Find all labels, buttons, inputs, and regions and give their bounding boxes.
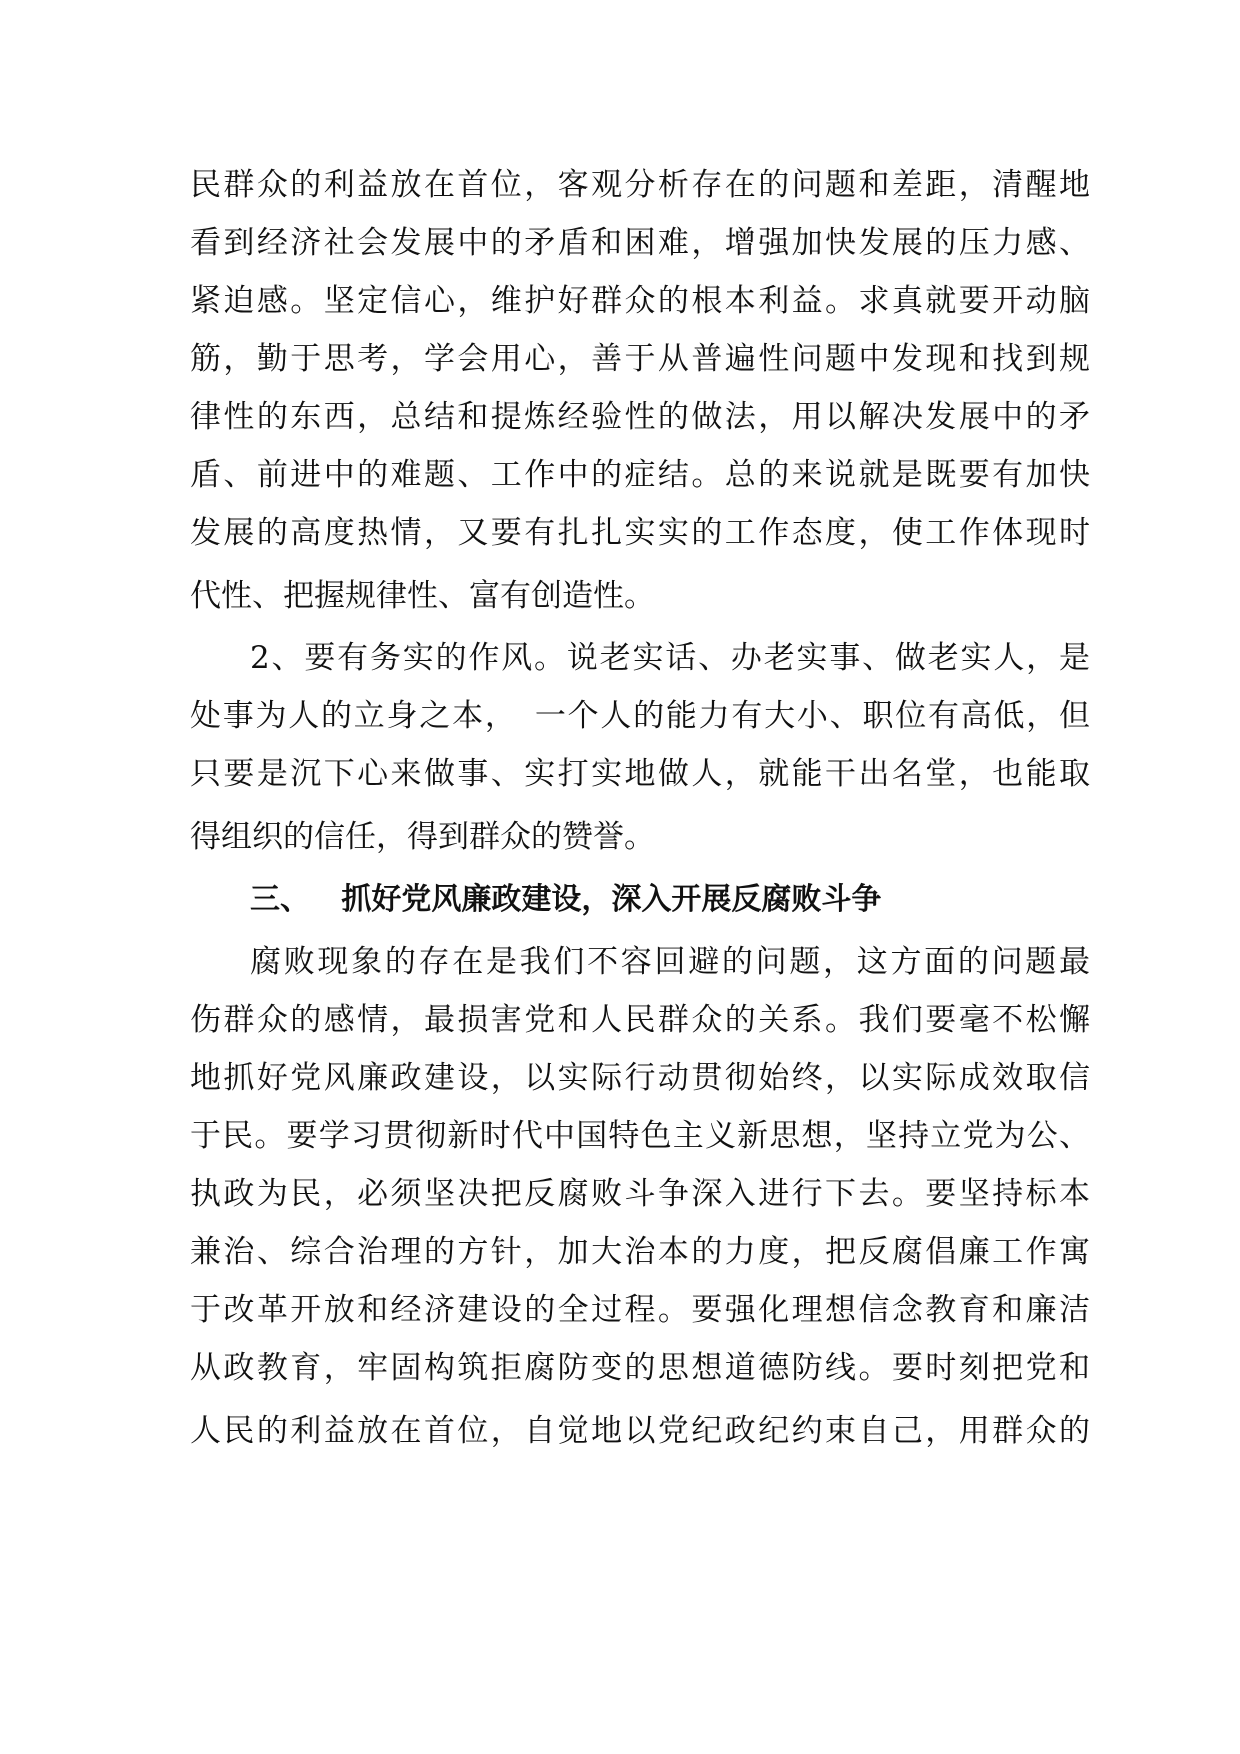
text-line: 只要是沉下心来做事、实打实地做人，就能干出名堂，也能取 — [190, 756, 1090, 792]
text-line: 盾、前进中的难题、工作中的症结。总的来说就是既要有加快 — [190, 457, 1090, 493]
section-number: 三、 — [250, 882, 310, 917]
text-line: 律性的东西，总结和提炼经验性的做法，用以解决发展中的矛 — [190, 399, 1090, 435]
text-line: 筋，勤于思考，学会用心，善于从普遍性问题中发现和找到规 — [190, 341, 1090, 377]
text-line: 看到经济社会发展中的矛盾和困难，增强加快发展的压力感、 — [190, 225, 1090, 261]
text-line: 2、要有务实的作风。说老实话、办老实事、做老实人，是 — [250, 640, 1090, 676]
text-line: 于民。要学习贯彻新时代中国特色主义新思想，坚持立党为公、 — [190, 1118, 1090, 1154]
text-line: 得组织的信任，得到群众的赞誉。 — [190, 819, 655, 855]
text-line: 腐败现象的存在是我们不容回避的问题，这方面的问题最 — [250, 944, 1090, 980]
section-heading — [250, 870, 881, 930]
text-line: 紧迫感。坚定信心，维护好群众的根本利益。求真就要开动脑 — [190, 283, 1090, 319]
text-line: 兼治、综合治理的方针，加大治本的力度，把反腐倡廉工作寓 — [190, 1234, 1090, 1270]
text-line: 代性、把握规律性、富有创造性。 — [190, 578, 655, 614]
text-line: 发展的高度热情，又要有扎扎实实的工作态度，使工作体现时 — [190, 515, 1090, 551]
text-line: 处事为人的立身之本， 一个人的能力有大小、职位有高低，但 — [190, 698, 1090, 734]
text-line: 执政为民，必须坚决把反腐败斗争深入进行下去。要坚持标本 — [190, 1176, 1090, 1212]
text-line: 地抓好党风廉政建设，以实际行动贯彻始终，以实际成效取信 — [190, 1060, 1090, 1096]
section-title: 抓好党风廉政建设，深入开展反腐败斗争 — [341, 882, 882, 917]
text-line: 于改革开放和经济建设的全过程。要强化理想信念教育和廉洁 — [190, 1292, 1090, 1328]
text-line: 民群众的利益放在首位，客观分析存在的问题和差距，清醒地 — [190, 167, 1090, 203]
text-line: 伤群众的感情，最损害党和人民群众的关系。我们要毫不松懈 — [190, 1002, 1090, 1038]
text-line: 人民的利益放在首位，自觉地以党纪政纪约束自己，用群众的 — [190, 1413, 1090, 1449]
text-line: 从政教育，牢固构筑拒腐防变的思想道德防线。要时刻把党和 — [190, 1350, 1090, 1386]
